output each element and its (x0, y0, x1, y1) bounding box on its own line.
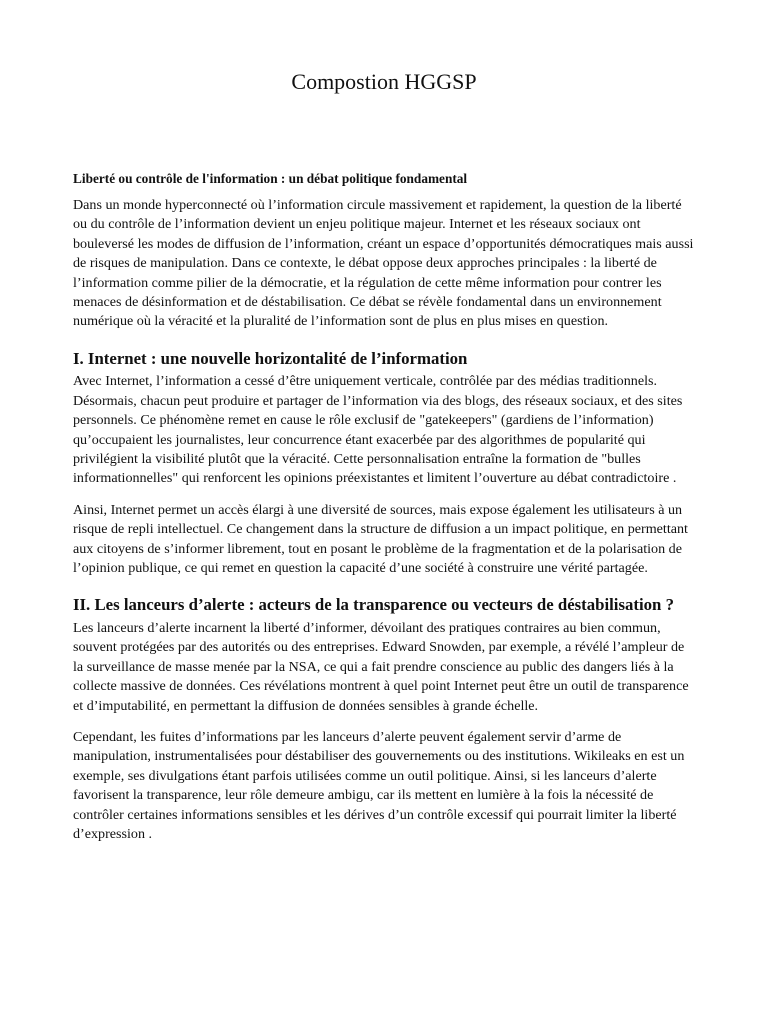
section-2-paragraph-2: Cependant, les fuites d’informations par les lanceurs d’alerte peuvent également servir d’arme de manipulation, instrumentalisées pour déstabiliser des gouvernements ou des institutions. Wikileaks en est un exemple, ses divulgations étant parfois utilisées comme un outil politique. Ainsi, si les lanceurs d’alerte favorisent la transparence, leur rôle demeure ambigu, car ils mettent en lumière à la fois la nécessité de contrôler certaines informations sensibles et les dérives d’un contrôle excessif qui pourrait limiter la liberté d’expression . (73, 728, 685, 842)
document-title: Compostion HGGSP (291, 69, 477, 94)
document-body (73, 196, 695, 856)
section-2-heading: II. Les lanceurs d’alerte : acteurs de la transparence ou vecteurs de déstabilisation ? (73, 595, 674, 615)
section-1-paragraph-1: Avec Internet, l’information a cessé d’être uniquement verticale, contrôlée par des médias traditionnels. Désormais, chacun peut produire et partager de l’information via des blogs, des réseaux sociaux, et des sites personnels. Ce phénomène remet en cause le rôle exclusif de "gatekeepers" (gardiens de l’information) qu’occupaient les journalistes, leur concurrence étant exacerbée par des algorithmes de popularité qui privilégient la visibilité plutôt que la véracité. Cette personnalisation entraîne la formation de "bulles informationnelles" qui renforcent les opinions préexistantes et limitent l’ouverture au débat contradictoire . (73, 373, 683, 487)
section-1-heading: I. Internet : une nouvelle horizontalité de l’information (73, 348, 468, 368)
section-1-paragraph-2: Ainsi, Internet permet un accès élargi à une diversité de sources, mais expose également les utilisateurs à un risque de repli intellectuel. Ce changement dans la structure de diffusion a un impact politique, en permettant aux citoyens de s’informer librement, tout en posant le problème de la fragmentation et de la polarisation de l’opinion publique, ce qui remet en question la capacité d’une société à construire une vérité partagée. (73, 501, 688, 576)
intro-paragraph: Dans un monde hyperconnecté où l’information circule massivement et rapidement, la question de la liberté ou du contrôle de l’information devient un enjeu politique majeur. Internet et les réseaux sociaux ont bouleversé les modes de diffusion de l’information, créant un espace d’opportunités démocratiques mais aussi de risques de manipulation. Dans ce contexte, le débat oppose deux approches principales : la liberté de l’information comme pilier de la démocratie, et la régulation de cette même information pour contrer les menaces de désinformation et de déstabilisation. Ce débat se révèle fondamental dans un environnement numérique où la véracité et la pluralité de l’information sont de plus en plus mises en question. (73, 197, 694, 330)
document-subtitle: Liberté ou contrôle de l'information : un débat politique fondamental (73, 171, 468, 186)
section-2-paragraph-1: Les lanceurs d’alerte incarnent la liberté d’informer, dévoilant des pratiques contraires au bien commun, souvent protégées par des autorités ou des entreprises. Edward Snowden, par exemple, a révélé l’ampleur de la surveillance de masse menée par la NSA, ce qui a fait prendre conscience au public des dangers liés à la collecte massive de données. Ces révélations montrent à quel point Internet peut être un outil de transparence et d’imputabilité, en permettant la diffusion de données sensibles à grande échelle. (73, 619, 689, 714)
